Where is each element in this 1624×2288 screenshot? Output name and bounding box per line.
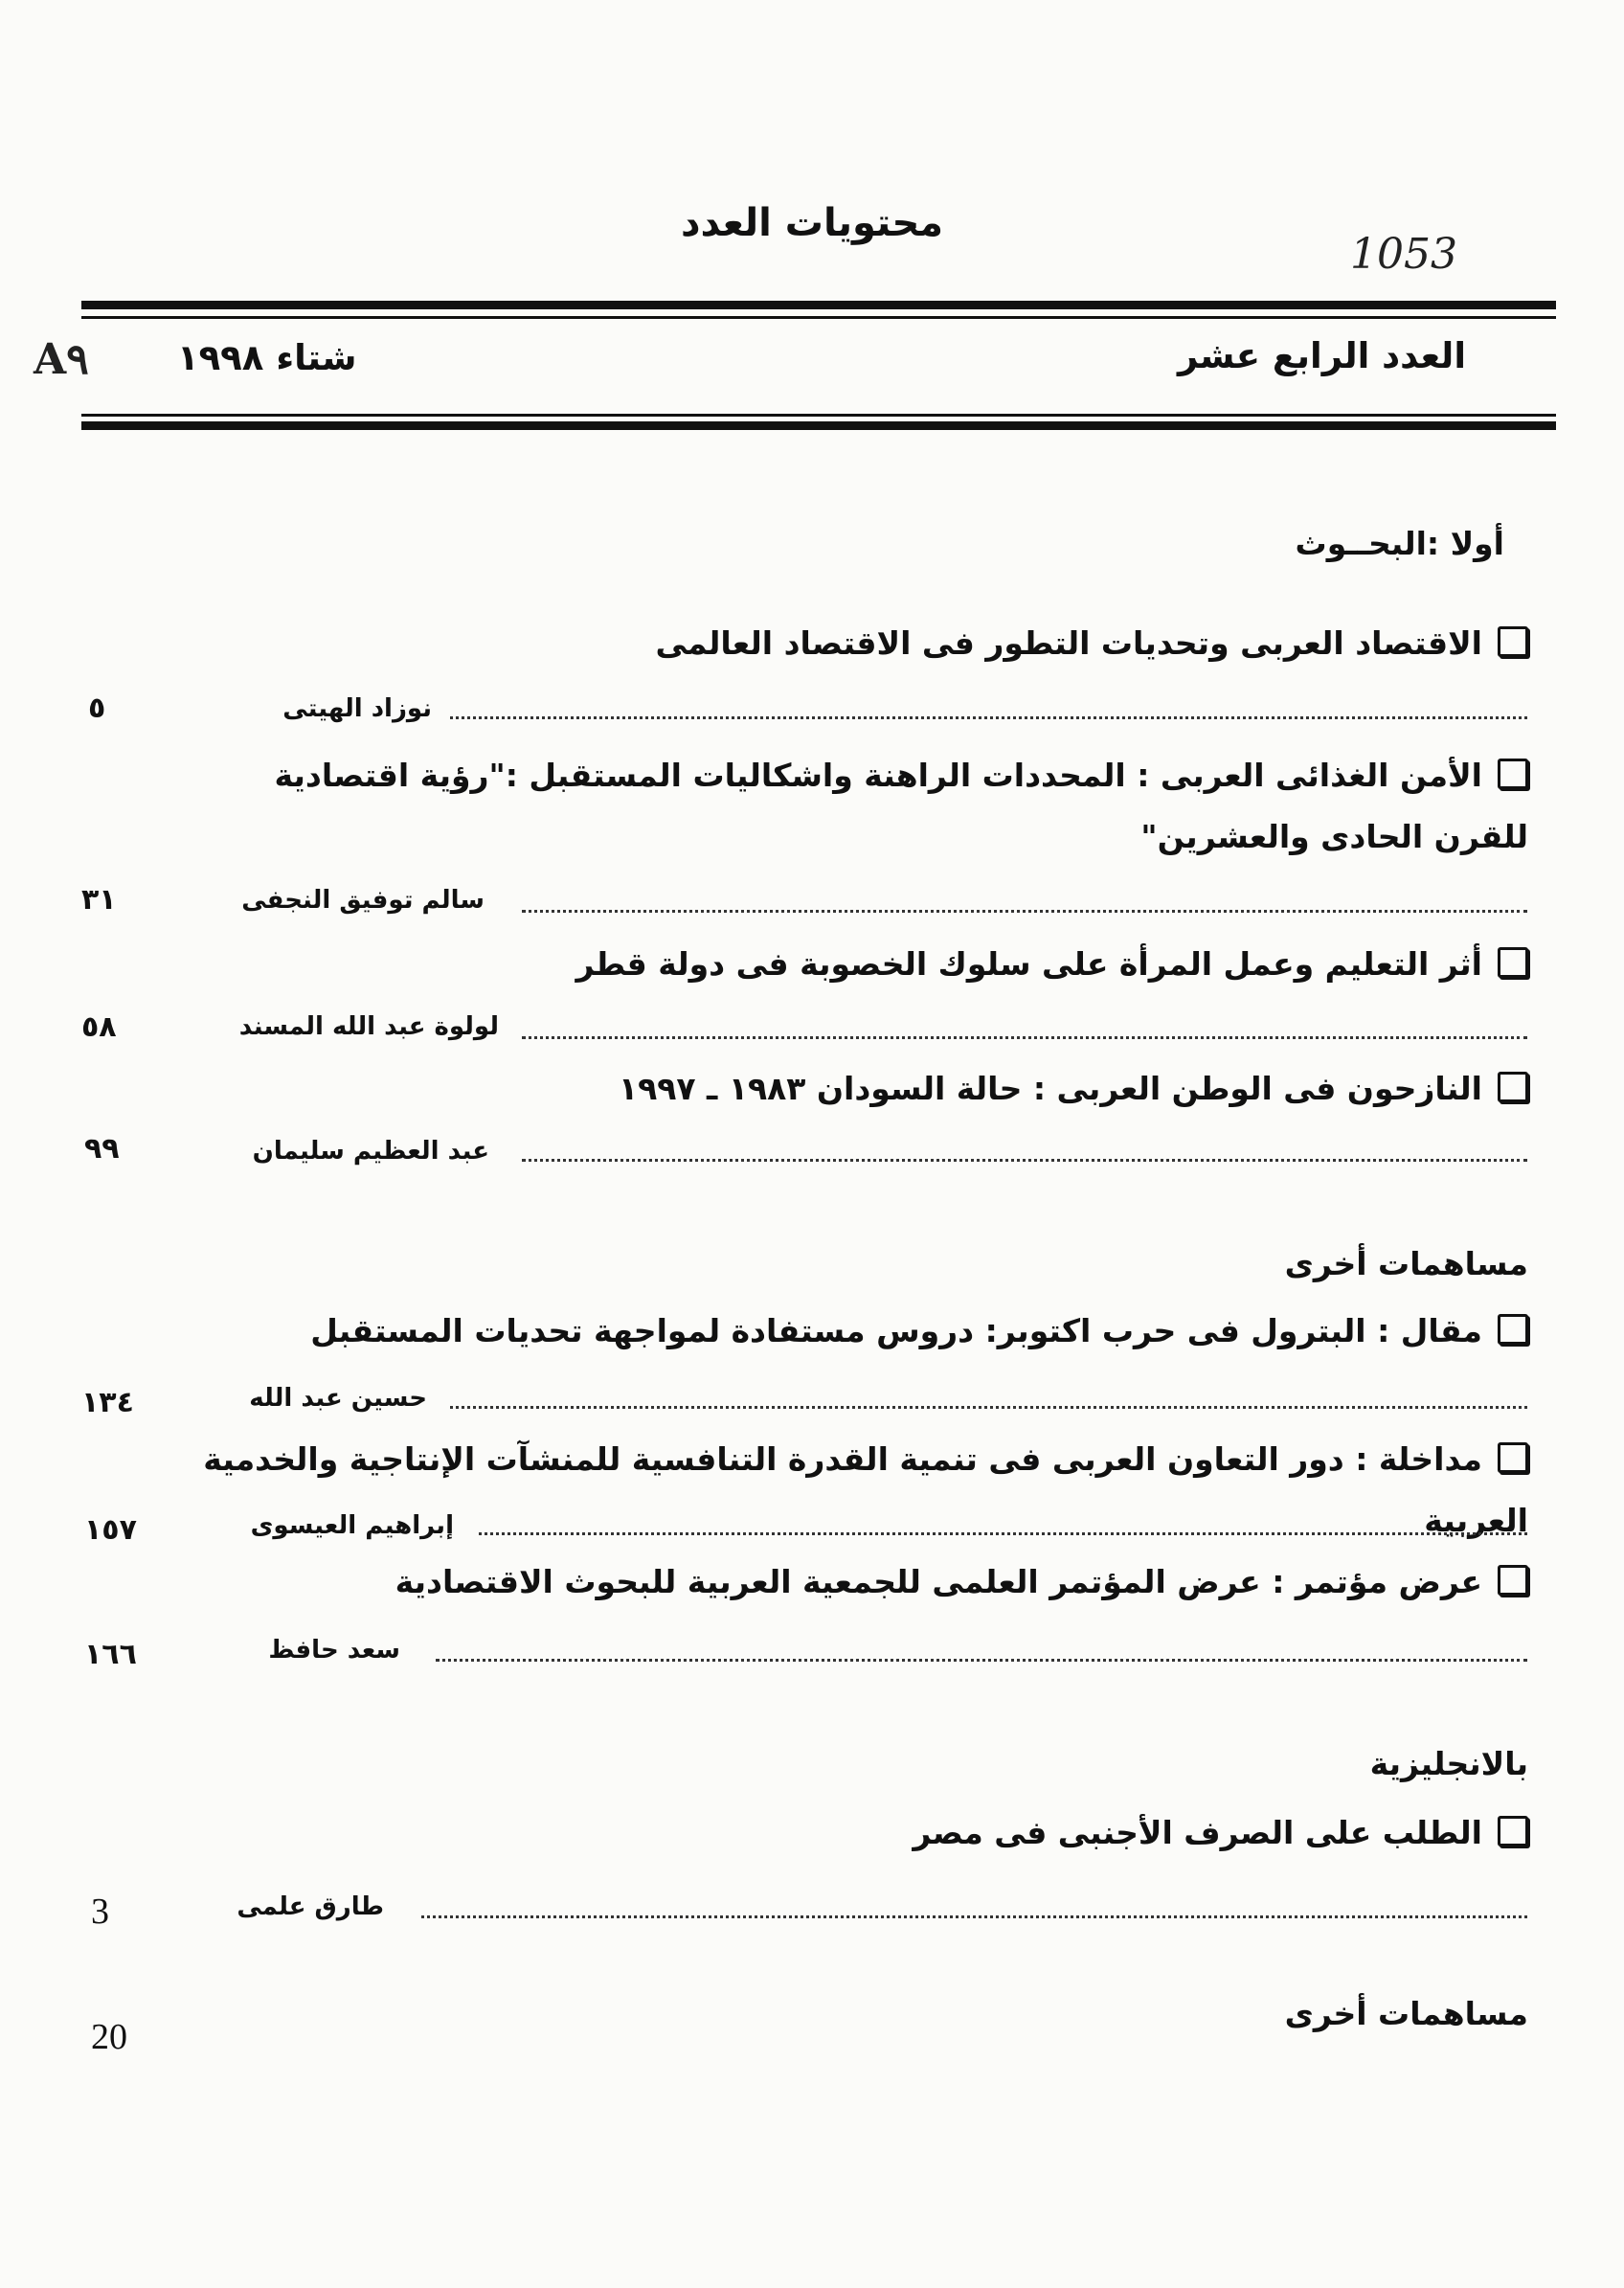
section-heading-english-other: مساهمات أخرى — [1284, 1995, 1528, 2032]
toc-entry-author: سالم توفيق النجفى — [241, 886, 485, 915]
top-rule-thick — [81, 301, 1556, 309]
checkbox-icon — [1498, 1565, 1528, 1596]
toc-entry-title: الطلب على الصرف الأجنبى فى مصر — [130, 1802, 1528, 1864]
toc-entry-title: الاقتصاد العربى وتحديات التطور فى الاقتصاد العالمى — [130, 613, 1528, 674]
toc-entry-title: الأمن الغذائى العربى : المحددات الراهنة واشكاليات المستقبل :"رؤية اقتصادية للقرن الحادى والعشرين" — [274, 757, 1528, 855]
toc-entry-author: إبراهيم العيسوى — [250, 1511, 454, 1540]
checkbox-icon — [1498, 759, 1528, 789]
leader-dots — [450, 716, 1527, 719]
toc-entry-title: النازحون فى الوطن العربى : حالة السودان ١٩٨٣ ـ ١٩٩٧ — [130, 1058, 1528, 1120]
leader-dots — [450, 1406, 1527, 1409]
toc-entry-page: ٣١ — [81, 883, 117, 917]
top-rule-thin — [81, 316, 1556, 319]
toc-entry-page: ٥٨ — [81, 1010, 117, 1044]
checkbox-icon — [1498, 626, 1528, 657]
toc-entry-title: مقال : البترول فى حرب اكتوبر: دروس مستفادة لمواجهة تحديات المستقبل — [130, 1301, 1528, 1362]
leader-dots — [522, 1159, 1527, 1162]
issue-season: شتاء ١٩٩٨ — [177, 337, 357, 378]
toc-entry-title: أثر التعليم وعمل المرأة على سلوك الخصوبة فى دولة قطر — [130, 934, 1528, 995]
toc-entry-page: 20 — [91, 2017, 127, 2057]
toc-entry-author: عبد العظيم سليمان — [252, 1137, 489, 1166]
toc-entry-title: مداخلة : دور التعاون العربى فى تنمية القدرة التنافسية للمنشآت الإنتاجية والخدمية العربية — [203, 1440, 1528, 1539]
toc-entry-page: ١٥٧ — [84, 1513, 137, 1547]
section-heading-english: بالانجليزية — [1369, 1745, 1528, 1782]
toc-entry-page: ١٦٦ — [84, 1638, 137, 1671]
leader-dots — [479, 1532, 1527, 1535]
checkbox-icon — [1498, 1816, 1528, 1846]
issue-number: العدد الرابع عشر — [1178, 335, 1466, 376]
section-heading-other: مساهمات أخرى — [1284, 1245, 1528, 1282]
toc-entry-author: سعد حافظ — [268, 1636, 400, 1665]
handwritten-number: 1053 — [1350, 230, 1457, 279]
toc-entry-author: نوزاد الهيتى — [282, 694, 432, 723]
leader-dots — [522, 1036, 1527, 1039]
toc-entry-author: لولوة عبد الله المسند — [238, 1012, 499, 1041]
handwritten-mark: A٩ — [34, 335, 89, 384]
bottom-rule-thin — [81, 414, 1556, 417]
toc-entry-page: ١٣٤ — [81, 1386, 134, 1419]
toc-entry-page: ٥ — [88, 691, 106, 725]
leader-dots — [436, 1659, 1527, 1662]
section-heading-research: أولا :البحــوث — [1295, 525, 1504, 562]
toc-entry-author: حسين عبد الله — [249, 1384, 427, 1413]
toc-entry-page: 3 — [91, 1892, 109, 1932]
leader-dots — [522, 910, 1527, 913]
checkbox-icon — [1498, 947, 1528, 978]
toc-entry-title: عرض مؤتمر : عرض المؤتمر العلمى للجمعية العربية للبحوث الاقتصادية — [130, 1552, 1528, 1613]
page-title: محتويات العدد — [680, 201, 944, 245]
checkbox-icon — [1498, 1314, 1528, 1345]
bottom-rule-thick — [81, 421, 1556, 430]
toc-entry-page: ٩٩ — [84, 1132, 120, 1166]
leader-dots — [421, 1915, 1527, 1918]
toc-entry-author: طارق علمى — [237, 1892, 384, 1921]
checkbox-icon — [1498, 1072, 1528, 1102]
checkbox-icon — [1498, 1442, 1528, 1473]
